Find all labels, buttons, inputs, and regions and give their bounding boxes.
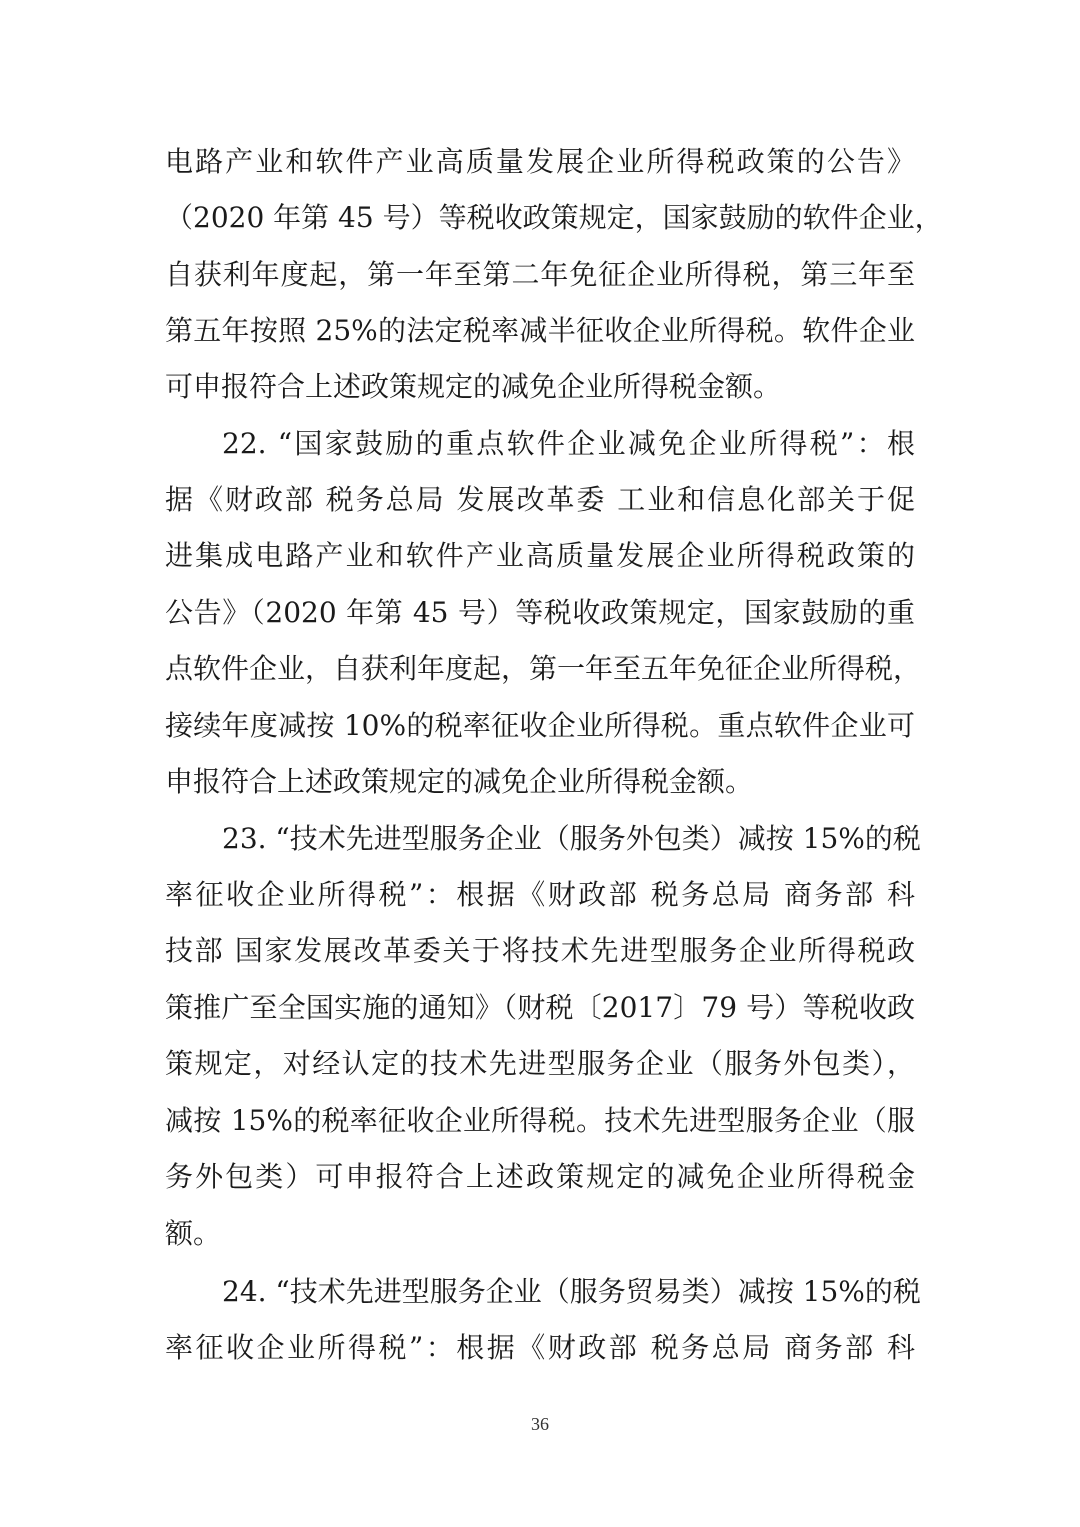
text-line: 技部 国家发展改革委关于将技术先进型服务企业所得税政 [165, 934, 915, 967]
text-line: 据《财政部 税务总局 发展改革委 工业和信息化部关于促 [165, 483, 915, 516]
page-number: 36 [531, 1414, 549, 1434]
text-line: 公告》（2020 年第 45 号）等税收政策规定，国家鼓励的重 [165, 596, 915, 629]
item-23-heading-line: 23. “技术先进型服务企业（服务外包类）减按 15%的税 [222, 822, 921, 855]
text-line: 电路产业和软件产业高质量发展企业所得税政策的公告》 [165, 145, 915, 178]
text-line: 务外包类）可申报符合上述政策规定的减免企业所得税金 [165, 1160, 915, 1193]
text-line: 接续年度减按 10%的税率征收企业所得税。重点软件企业可 [165, 709, 915, 742]
item-24-heading-line: 24. “技术先进型服务企业（服务贸易类）减按 15%的税 [222, 1275, 921, 1308]
text-line: 申报符合上述政策规定的减免企业所得税金额。 [165, 765, 754, 798]
text-line: 进集成电路产业和软件产业高质量发展企业所得税政策的 [165, 539, 915, 572]
text-line: （2020 年第 45 号）等税收政策规定，国家鼓励的软件企业， [165, 201, 943, 234]
text-line: 点软件企业，自获利年度起，第一年至五年免征企业所得税， [165, 652, 922, 685]
text-line: 额。 [165, 1217, 222, 1250]
text-line: 策推广至全国实施的通知》（财税〔2017〕79 号）等税收政 [165, 991, 915, 1024]
text-line: 自获利年度起，第一年至第二年免征企业所得税，第三年至 [165, 258, 915, 291]
text-line: 第五年按照 25%的法定税率减半征收企业所得税。软件企业 [165, 314, 915, 347]
text-line: 策规定，对经认定的技术先进型服务企业（服务外包类）， [165, 1047, 915, 1080]
text-line: 率征收企业所得税”：根据《财政部 税务总局 商务部 科 [165, 878, 915, 911]
item-22-heading-line: 22. “国家鼓励的重点软件企业减免企业所得税”：根 [222, 427, 915, 460]
text-line: 可申报符合上述政策规定的减免企业所得税金额。 [165, 370, 782, 403]
text-line: 率征收企业所得税”：根据《财政部 税务总局 商务部 科 [165, 1331, 915, 1364]
text-line: 减按 15%的税率征收企业所得税。技术先进型服务企业（服 [165, 1104, 915, 1137]
